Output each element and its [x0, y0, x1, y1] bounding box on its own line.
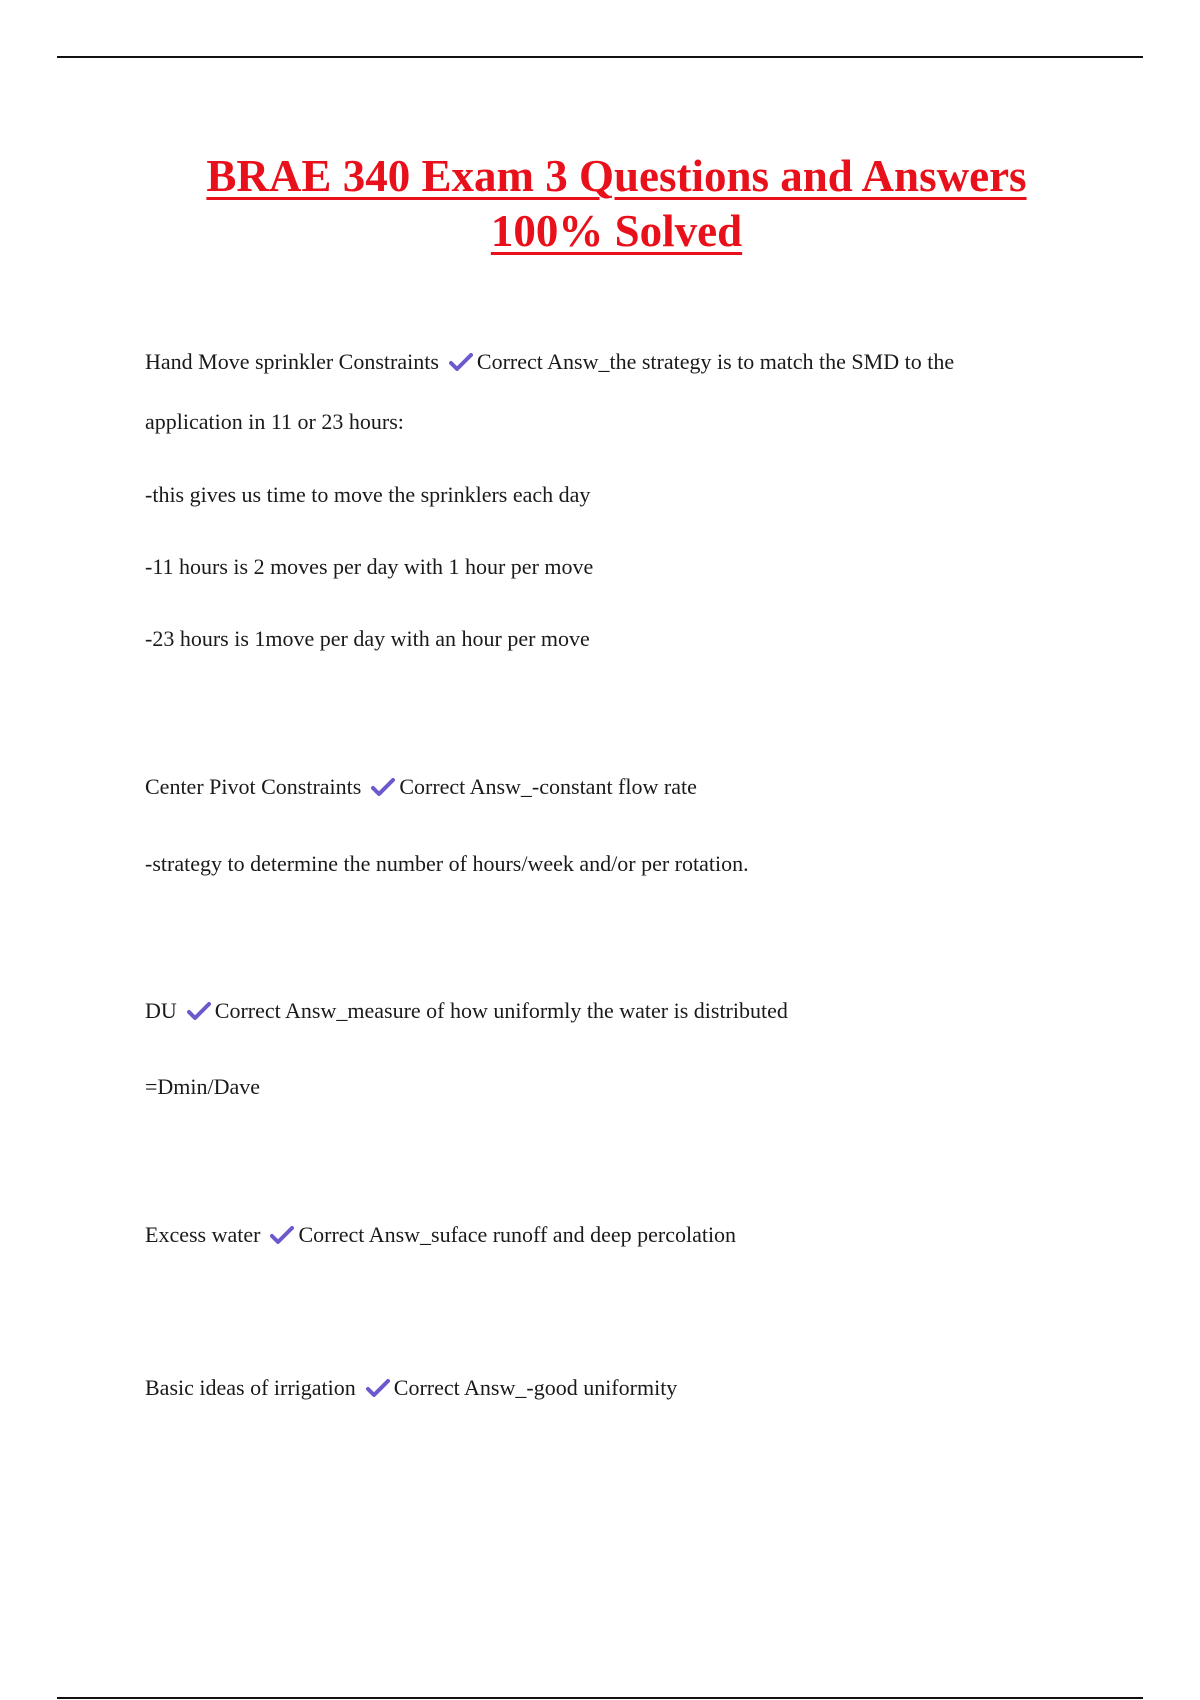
page-title: BRAE 340 Exam 3 Questions and Answers	[206, 151, 1027, 201]
answer-text: Correct Answ_-constant flow rate	[399, 774, 697, 799]
checkmark-icon	[187, 1001, 211, 1021]
answer-text: Correct Answ_-good uniformity	[393, 1375, 678, 1400]
question-text: Hand Move sprinkler Constraints	[145, 349, 439, 374]
qa-row-1	[145, 348, 954, 376]
qa-row-2	[145, 773, 697, 801]
question-text: DU	[145, 998, 177, 1023]
checkmark-icon	[449, 352, 473, 372]
question-text: Excess water	[145, 1222, 261, 1247]
checkmark-icon	[366, 1378, 390, 1398]
answer-line: =Dmin/Dave	[145, 1074, 261, 1099]
checkmark-icon	[270, 1225, 294, 1245]
answer-text: Correct Answ_measure of how uniformly the water is distributed	[214, 998, 788, 1023]
answer-text: Correct Answ_the strategy is to match the SMD to the	[476, 349, 955, 374]
answer-line: -23 hours is 1move per day with an hour per move	[145, 626, 590, 651]
qa-row-3	[145, 997, 788, 1025]
answer-text: Correct Answ_suface runoff and deep percolation	[298, 1222, 737, 1247]
answer-line: application in 11 or 23 hours:	[145, 409, 404, 434]
answer-line: -11 hours is 2 moves per day with 1 hour per move	[145, 554, 594, 579]
answer-line: -this gives us time to move the sprinklers each day	[145, 482, 591, 507]
qa-row-5	[145, 1374, 677, 1402]
page-title-line-2: 100% Solved	[490, 206, 743, 256]
top-rule	[57, 56, 1143, 58]
answer-line: -strategy to determine the number of hours/week and/or per rotation.	[145, 851, 749, 876]
bottom-rule	[57, 1697, 1143, 1699]
question-text: Center Pivot Constraints	[145, 774, 362, 799]
question-text: Basic ideas of irrigation	[145, 1375, 356, 1400]
checkmark-icon	[371, 777, 395, 797]
qa-row-4	[145, 1221, 736, 1249]
